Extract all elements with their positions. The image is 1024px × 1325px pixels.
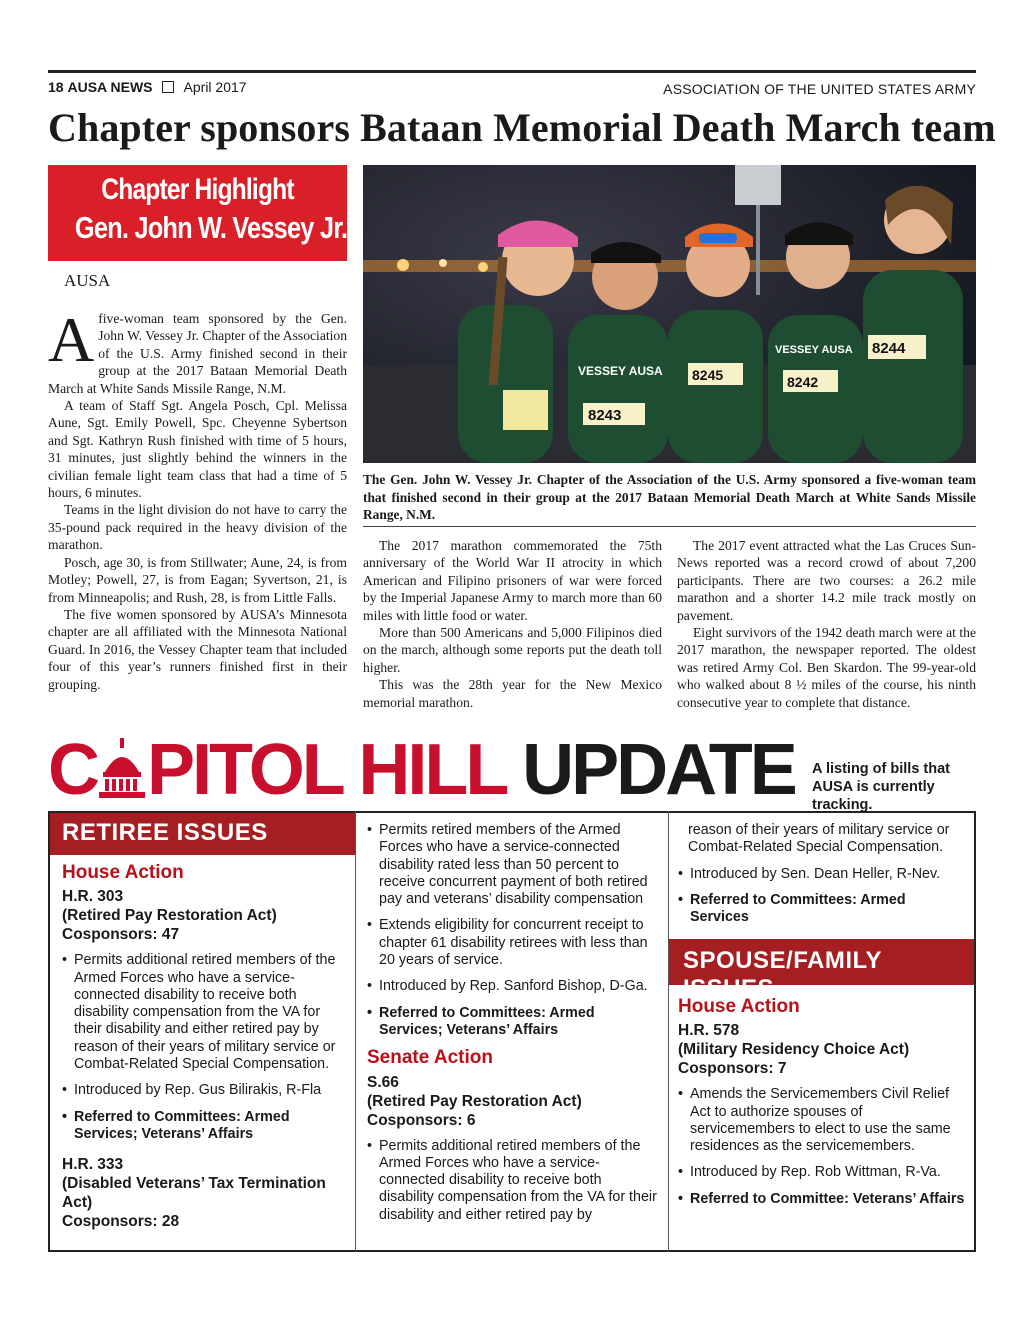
bill-cosponsors: Cosponsors: 6	[367, 1111, 476, 1129]
top-rule	[48, 70, 976, 73]
drop-cap: A	[48, 304, 95, 375]
article-headline: Chapter sponsors Bataan Memorial Death March team	[48, 105, 996, 150]
article-paragraph: This was the 28th year for the New Mexico memorial marathon.	[363, 677, 662, 710]
team-photo-illustration	[363, 165, 976, 463]
bill-detail-continued: reason of their years of military service or Combat-Related Special Compensation.	[688, 822, 950, 856]
article-column-middle	[363, 537, 662, 711]
bill-number: H.R. 578	[678, 1022, 740, 1040]
capitol-dome-icon	[97, 736, 147, 800]
bills-column-2	[367, 822, 657, 1224]
bill-detail-item: • Amends the Servicemembers Civil Relief Act to authorize spouses of servicemembers to elect to use the same residences as the servicemembers.	[678, 1086, 951, 1155]
title-pitol-hill: PITOL HILL	[147, 730, 506, 810]
bill-detail-item: • Extends eligibility for concurrent receipt to chapter 61 disability retirees with less than 20 years of service.	[367, 917, 648, 969]
bill-detail-item: • Permits additional retired members of the Armed Forces who have a service-connected disability to receive both disability compensation from the VA for their disability and either retired pay by reason of their years of military service or Combat-Related Special Compensation.	[62, 952, 336, 1073]
bill-detail-item: • Referred to Committees: Armed Services	[678, 891, 906, 926]
bill-detail-item: • Introduced by Rep. Gus Bilirakis, R-Fla	[62, 1082, 322, 1099]
bib-number: 8242	[787, 374, 819, 390]
bill-number: S.66	[367, 1073, 399, 1091]
article-column-left	[48, 304, 347, 693]
article-paragraph: Posch, age 30, is from Stillwater; Aune, 24, is from Motley; Powell, 27, is from Eagan; Syvertson, 21, is from Minneapolis; and Rush, 28, is from Little Falls.	[48, 554, 347, 605]
checkbox-square-icon	[162, 81, 174, 93]
bill-cosponsors: Cosponsors: 28	[62, 1213, 180, 1231]
bib-number: 8243	[588, 407, 622, 424]
article-paragraph: five-woman team sponsored by the Gen. John W. Vessey Jr. Chapter of the Association of the U.S. Army finished second in their group at the 2017 Bataan Memorial Death March at White Sands Missile Range, N.M.	[48, 311, 347, 396]
bill-name: (Retired Pay Restoration Act)	[367, 1092, 582, 1110]
bill-detail-item: • Referred to Committee: Veterans’ Affairs	[678, 1190, 965, 1207]
bills-column-1	[62, 864, 344, 1231]
bills-column-3-lower	[678, 998, 966, 1208]
article-paragraph: The 2017 marathon commemorated the 75th anniversary of the World War II atrocity in which American and Filipino prisoners of war were forced by the Imperial Japanese Army to march more than 60 miles with little food or water.	[363, 538, 662, 623]
house-action-heading: House Action	[678, 996, 800, 1017]
bib-number: 8245	[692, 367, 724, 383]
bib-number: 8244	[872, 340, 906, 357]
organization-name: ASSOCIATION OF THE UNITED STATES ARMY	[663, 81, 976, 97]
bill-name: (Retired Pay Restoration Act)	[62, 907, 277, 925]
senate-action-heading: Senate Action	[367, 1047, 493, 1069]
title-letter-c: C	[48, 730, 97, 810]
bills-column-3	[678, 822, 966, 926]
bill-name: (Disabled Veterans’ Tax Termination Act)	[62, 1175, 326, 1212]
article-paragraph: Eight survivors of the 1942 death march were at the 2017 marathon, the newspaper reported. The oldest was retired Army Col. Ben Skardon. The 99-year-old who walked about 8 ½ miles of the course, his ninth consecutive year to complete that distance.	[677, 625, 976, 710]
byline: AUSA	[64, 271, 111, 290]
jersey-label: VESSEY AUSA	[775, 344, 853, 356]
title-update: UPDATE	[522, 730, 795, 810]
bill-detail-item: • Permits additional retired members of the Armed Forces who have a service-connected disability to receive both disability compensation from the VA for their disability and either retired pay by	[367, 1137, 657, 1223]
article-paragraph: More than 500 Americans and 5,000 Filipinos died on the march, although some reports put the death toll higher.	[363, 625, 662, 675]
retiree-issues-bar: RETIREE ISSUES	[50, 813, 355, 855]
capitol-hill-title	[48, 730, 795, 810]
article-column-right	[677, 537, 976, 711]
bill-detail-item: • Introduced by Rep. Rob Wittman, R-Va.	[678, 1164, 941, 1181]
bill-detail-item: • Permits retired members of the Armed Forces who have a service-connected disability rated less than 50 percent to receive concurrent payment of both retired pay and veterans’ disability compensation	[367, 822, 648, 908]
bill-number: H.R. 303	[62, 888, 124, 906]
article-paragraph: Teams in the light division do not have to carry the 35-pound pack required in the heavy division of the marathon.	[48, 502, 347, 553]
highlight-title: Chapter Highlight	[101, 173, 294, 206]
bill-cosponsors: Cosponsors: 7	[678, 1060, 787, 1078]
bill-detail-item: • Introduced by Rep. Sanford Bishop, D-Ga.	[367, 978, 648, 995]
article-paragraph: The 2017 event attracted what the Las Cruces Sun-News reported was a record crowd of about 7,200 participants. There are two courses: a 26.2 mile marathon and a shorter 14.2 mile track mostly on pavement.	[677, 538, 976, 623]
bill-detail-item: • Introduced by Sen. Dean Heller, R-Nev.	[678, 865, 941, 882]
issue-date: April 2017	[183, 79, 247, 95]
article-paragraph: The five women sponsored by AUSA’s Minnesota chapter are all affiliated with the Minnesota National Guard. In 2016, the Vessey Chapter team that included four of this year’s runners finished first in their grouping.	[48, 606, 347, 692]
article-paragraph: A team of Staff Sgt. Angela Posch, Cpl. Melissa Aune, Sgt. Emily Powell, Spc. Cheyenne Sybertson and Sgt. Kathryn Rush finished with time of 5 hours, 31 minutes, just slightly behind the winners in the civilian female light team class that had a time of 5 hours, 6 minutes.	[48, 398, 347, 501]
column-divider	[355, 811, 356, 1252]
jersey-label: VESSEY AUSA	[578, 364, 663, 378]
caption-rule	[363, 526, 976, 527]
house-action-heading: House Action	[62, 862, 184, 883]
column-divider	[668, 811, 669, 1252]
bill-number: H.R. 333	[62, 1156, 124, 1174]
page-number: 18	[48, 79, 64, 95]
folio	[48, 79, 247, 95]
bill-detail-item: • Referred to Committees: Armed Services; Veterans’ Affairs	[62, 1108, 290, 1142]
capitol-subtitle: A listing of bills that AUSA is currently tracking.	[812, 761, 951, 813]
bill-detail-item: • Referred to Committees: Armed Services; Veterans’ Affairs	[367, 1004, 595, 1038]
bill-cosponsors: Cosponsors: 47	[62, 926, 180, 944]
chapter-highlight-box	[48, 165, 347, 261]
bill-name: (Military Residency Choice Act)	[678, 1041, 910, 1059]
highlight-chapter-name: Gen. John W. Vessey Jr.	[74, 210, 348, 245]
publication-name: AUSA NEWS	[67, 79, 153, 95]
photo-caption: The Gen. John W. Vessey Jr. Chapter of the Association of the U.S. Army sponsored a five-woman team that finished second in their group at the 2017 Bataan Memorial Death March at White Sands Missile Range, N.M.	[363, 472, 976, 522]
spouse-family-issues-bar: SPOUSE/FAMILY ISSUES	[669, 939, 974, 985]
team-photo	[363, 165, 976, 463]
